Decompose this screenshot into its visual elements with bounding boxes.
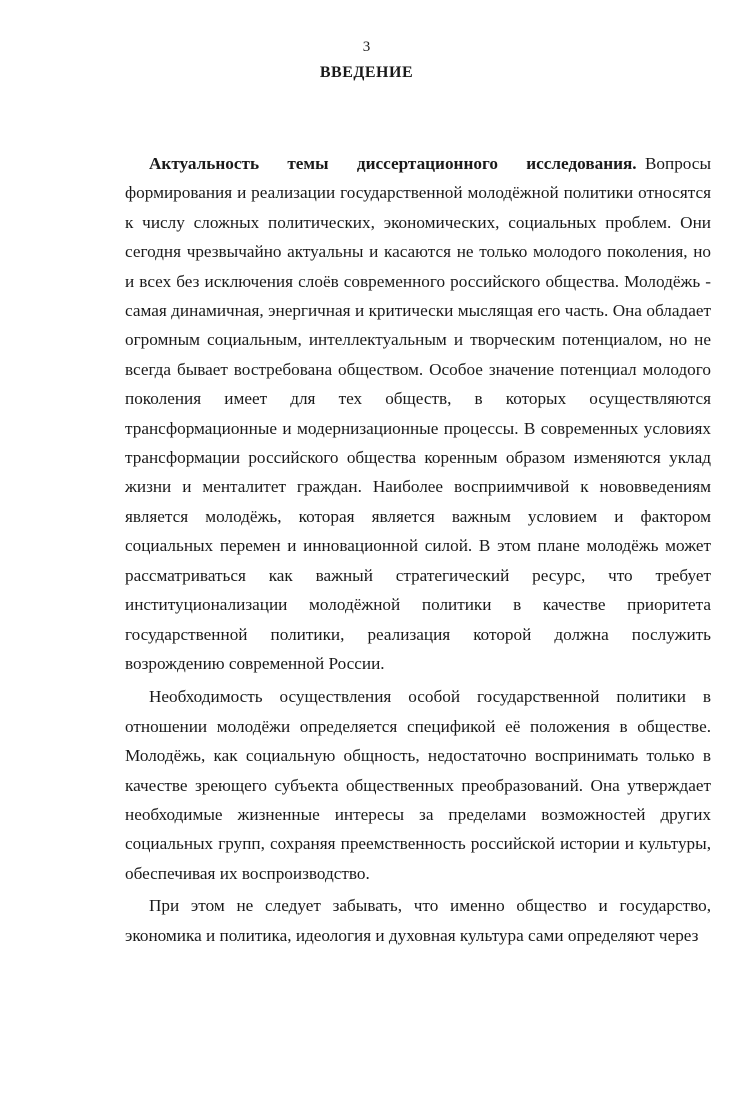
page-title: ВВЕДЕНИЕ	[319, 64, 414, 81]
paragraph-necessity: Необходимость осуществления особой государственной политики в отношении молодёжи определяется спецификой её положения в обществе. Молодёжь, как социальную общность, недостаточно воспринимать только в качестве зреющего субъекта общественных преобразований. Она утверждает необходимые жизненные интересы за пределами возможностей других социальных групп, сохраняя преемственность российской истории и культуры, обеспечивая их воспроизводство.	[125, 687, 711, 883]
paragraph-lead-in: Актуальность темы диссертационного исследования.	[149, 154, 637, 173]
paragraph-society: При этом не следует забывать, что именно общество и государство, экономика и политика, идеология и духовная культура сами определяют через	[125, 896, 711, 945]
paragraph-relevance	[125, 149, 711, 678]
paragraph-text: Вопросы формирования и реализации государственной молодёжной политики относятся к числу сложных политических, экономических, социальных проблем. Они сегодня чрезвычайно актуальны и касаются не только молодого поколения, но и всех без исключения слоёв современного российского общества. Молодёжь - самая динамичная, энергичная и критически мыслящая его часть. Она обладает огромным социальным, интеллектуальным и творческим потенциалом, но не всегда бывает востребована обществом. Особое значение потенциал молодого поколения имеет для тех обществ, в которых осуществляются трансформационные и модернизационные процессы. В современных условиях трансформации российского общества коренным образом изменяются уклад жизни и менталитет граждан. Наиболее восприимчивой к нововведениям является молодёжь, которая является важным условием и фактором социальных перемен и инновационной силой. В этом плане молодёжь может рассматриваться как важный стратегический ресурс, что требует институционализации молодёжной политики в качестве приоритета государственной политики, реализация которой должна послужить возрождению современной России.	[125, 154, 711, 673]
page-number: 3	[362, 39, 371, 55]
body-text	[125, 149, 711, 953]
